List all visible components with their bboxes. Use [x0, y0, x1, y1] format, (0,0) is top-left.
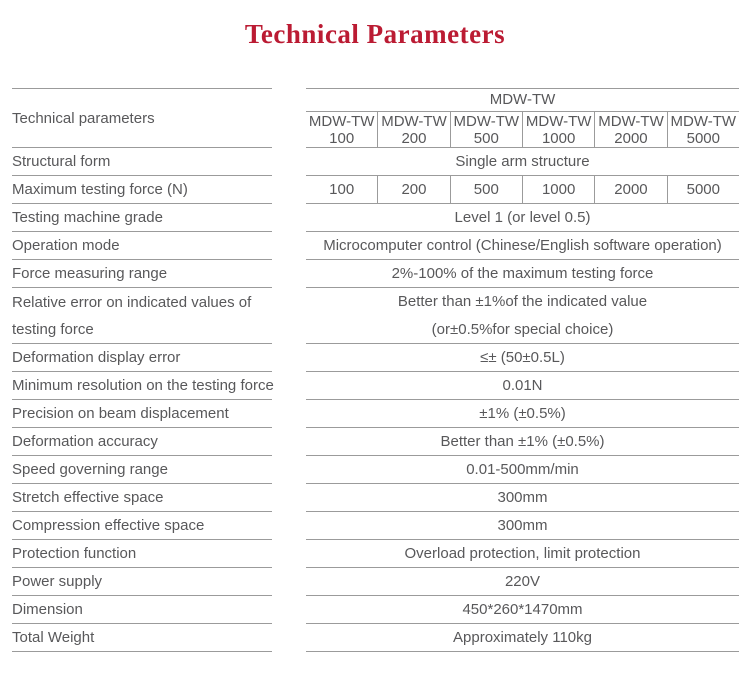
model-series: MDW-TW: [598, 112, 664, 130]
row-value-cell: 5000: [667, 176, 739, 203]
model-column-header: [594, 112, 666, 147]
table-row: [12, 568, 739, 596]
model-column-header: [306, 112, 377, 147]
row-label: [12, 232, 272, 260]
row-value: [306, 372, 739, 400]
row-label-text: Power supply: [12, 573, 103, 590]
row-label-text: Structural form: [12, 153, 111, 170]
row-value-cell: 2000: [594, 176, 666, 203]
table-header-row: [12, 88, 739, 148]
row-label: [12, 176, 272, 204]
row-value: [306, 176, 739, 204]
column-gap: [272, 428, 306, 456]
column-gap: [272, 568, 306, 596]
table-row: [12, 428, 739, 456]
row-value-cell: 100: [329, 181, 355, 198]
row-label-text: Compression effective space: [12, 517, 205, 534]
row-label-text: Testing machine grade: [12, 209, 163, 226]
row-value-line: Better than ±1%of the indicated value: [397, 292, 648, 310]
column-gap: [272, 596, 306, 624]
row-label: [12, 512, 272, 540]
row-label-text: Deformation accuracy: [12, 433, 158, 450]
row-value-text: Better than ±1% (±0.5%): [440, 433, 605, 450]
row-value-text: 2%-100% of the maximum testing force: [391, 265, 654, 282]
model-capacity: 100: [329, 129, 355, 147]
model-column-header: [450, 112, 522, 147]
row-label-text: Dimension: [12, 601, 83, 618]
row-value-text: 0.01-500mm/min: [466, 461, 579, 478]
row-label: [12, 204, 272, 232]
row-label: [12, 260, 272, 288]
table-row: [12, 372, 739, 400]
table-row: [12, 596, 739, 624]
row-value: [306, 148, 739, 176]
row-value: [306, 624, 739, 652]
model-capacity: 2000: [614, 129, 648, 147]
row-value: [306, 568, 739, 596]
row-label: [12, 624, 272, 652]
row-value-text: 300mm: [497, 489, 548, 506]
parameters-table: [12, 88, 739, 652]
column-gap: [272, 624, 306, 652]
row-value-cell: 200: [377, 176, 449, 203]
row-value: [306, 400, 739, 428]
row-label-text: Protection function: [12, 545, 137, 562]
model-group-header: MDW-TW: [306, 89, 739, 112]
page-title: Technical Parameters: [244, 19, 506, 49]
table-row: [12, 624, 739, 652]
row-value-text: ±1% (±0.5%): [479, 405, 566, 422]
model-capacity: 5000: [686, 129, 720, 147]
row-value-text: 300mm: [497, 517, 548, 534]
row-value-text: Level 1 (or level 0.5): [454, 209, 591, 226]
row-label: [12, 568, 272, 596]
row-value: [306, 204, 739, 232]
model-columns: [306, 112, 739, 147]
model-capacity: 200: [401, 129, 427, 147]
row-label-line: Relative error on indicated values of: [12, 293, 252, 311]
row-label-text: Total Weight: [12, 629, 95, 646]
table-row: [12, 456, 739, 484]
table-row: [12, 232, 739, 260]
table-row: [12, 484, 739, 512]
table-row: [12, 344, 739, 372]
column-gap: [272, 176, 306, 204]
row-value-text: ≤± (50±0.5L): [480, 349, 565, 366]
row-value-text: 220V: [504, 573, 541, 590]
row-label: [12, 428, 272, 456]
row-value-text: Overload protection, limit protection: [404, 545, 641, 562]
row-value: [306, 428, 739, 456]
row-label-text: Deformation display error: [12, 349, 181, 366]
row-value-cell: 1000: [522, 176, 594, 203]
row-label: [12, 540, 272, 568]
row-value-text: Microcomputer control (Chinese/English software operation): [323, 237, 722, 254]
column-gap: [272, 512, 306, 540]
column-gap: [272, 540, 306, 568]
row-value-text: Approximately 110kg: [453, 629, 592, 646]
table-row: [12, 260, 739, 288]
model-capacity: 1000: [541, 129, 576, 147]
column-gap: [272, 88, 306, 148]
model-series: MDW-TW: [308, 112, 375, 130]
row-value: [306, 232, 739, 260]
row-label: [12, 288, 272, 344]
model-column-header: [522, 112, 594, 147]
row-value: [306, 596, 739, 624]
table-row: [12, 400, 739, 428]
model-series: MDW-TW: [670, 112, 737, 130]
row-label-line: testing force: [12, 320, 94, 338]
row-value-text: Single arm structure: [455, 153, 590, 170]
model-header-cell: [306, 88, 739, 148]
table-row: [12, 288, 739, 344]
row-label-text: Stretch effective space: [12, 489, 164, 506]
row-label: [12, 400, 272, 428]
row-label: [12, 456, 272, 484]
row-label: [12, 596, 272, 624]
table-row: [12, 148, 739, 176]
column-gap: [272, 484, 306, 512]
model-column-header: [667, 112, 739, 147]
row-label: [12, 372, 272, 400]
row-value-text: 450*260*1470mm: [462, 601, 583, 618]
table-header-label: Technical parameters: [12, 88, 272, 148]
row-value: [306, 540, 739, 568]
column-gap: [272, 344, 306, 372]
row-label-text: Force measuring range: [12, 265, 168, 282]
table-row: [12, 176, 739, 204]
table-body: [12, 148, 739, 652]
column-gap: [272, 260, 306, 288]
row-label-text: Maximum testing force (N): [12, 181, 188, 198]
row-value: [306, 512, 739, 540]
row-value: [306, 456, 739, 484]
row-label-text: Precision on beam displacement: [12, 405, 229, 422]
row-value: [306, 344, 739, 372]
row-label: [12, 344, 272, 372]
model-series: MDW-TW: [381, 112, 447, 130]
row-label: [12, 148, 272, 176]
row-value-text: 0.01N: [502, 377, 543, 394]
column-gap: [272, 232, 306, 260]
row-label-text: Operation mode: [12, 237, 120, 254]
row-label: [12, 484, 272, 512]
row-label-text: Minimum resolution on the testing force: [12, 377, 274, 394]
column-gap: [272, 148, 306, 176]
row-value: [306, 288, 739, 344]
row-value: [306, 484, 739, 512]
column-gap: [272, 400, 306, 428]
model-capacity: 500: [473, 129, 499, 147]
table-row: [12, 540, 739, 568]
model-series: MDW-TW: [453, 112, 520, 130]
column-gap: [272, 204, 306, 232]
table-row: [12, 204, 739, 232]
column-gap: [272, 288, 306, 344]
model-series: MDW-TW: [525, 112, 592, 130]
row-value: [306, 260, 739, 288]
row-label-text: Speed governing range: [12, 461, 168, 478]
row-value-line: (or±0.5%for special choice): [431, 320, 614, 338]
row-value-cell: 500: [450, 176, 522, 203]
column-gap: [272, 372, 306, 400]
table-row: [12, 512, 739, 540]
column-gap: [272, 456, 306, 484]
model-column-header: [377, 112, 449, 147]
